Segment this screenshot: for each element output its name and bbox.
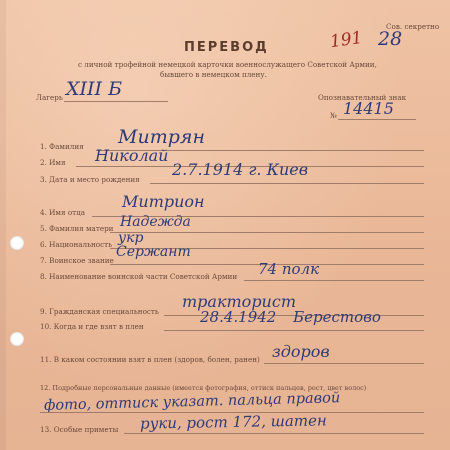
field-13-underline <box>124 433 424 434</box>
subtitle-line-2: бывшего в немецком плену. <box>160 70 267 79</box>
field-8-underline <box>244 280 424 281</box>
stamp-number-red: 191 <box>328 27 364 53</box>
camp-label: Лагерь <box>36 93 63 102</box>
field-8-value: 74 полк <box>258 260 320 278</box>
field-13-value: руки, рост 172, шатен <box>139 411 327 433</box>
subtitle-line-1: с личной трофейной немецкой карточки военнослужащего Советской Армии, <box>78 60 377 69</box>
id-mark-underline <box>338 119 416 120</box>
page-edge-shadow <box>0 0 6 450</box>
field-10-value: 28.4.1942 Берестово <box>200 308 381 326</box>
field-11-label: 11. В каком состоянии взят в плен (здоров, болен, ранен) <box>40 355 260 364</box>
field-12-label: 12. Подробные персональные данные (имеется фотография, оттиск пальцев, рост, цвет волос) <box>40 384 367 392</box>
field-6-label: 6. Национальность <box>40 240 113 249</box>
field-4-label: 4. Имя отца <box>40 208 86 217</box>
field-13-label: 13. Особые приметы <box>40 425 119 434</box>
field-3-label: 3. Дата и место рождения <box>40 175 140 184</box>
field-8-label: 8. Наименование воинской части Советской Армии <box>40 272 238 281</box>
field-12-value: фото, оттиск указат. пальца правой <box>43 390 341 414</box>
field-10-label: 10. Когда и где взят в плен <box>40 322 144 331</box>
stamp-number-blue: 28 <box>378 28 403 50</box>
field-7-value: Сержант <box>116 244 191 260</box>
camp-underline <box>64 101 168 102</box>
field-5-value: Надежда <box>120 214 191 230</box>
id-mark-prefix: № <box>330 111 337 120</box>
field-7-label: 7. Воинское звание <box>40 256 114 265</box>
field-5-label: 5. Фамилия матери <box>40 224 114 233</box>
punch-hole-lower <box>10 332 24 346</box>
id-mark-value: 14415 <box>343 99 394 118</box>
field-4-value: Митрион <box>122 192 205 211</box>
field-1-label: 1. Фамилия <box>40 142 84 151</box>
field-3-underline <box>150 183 424 184</box>
field-1-value: Митрян <box>118 126 205 148</box>
field-2-label: 2. Имя <box>40 158 66 167</box>
field-10-underline <box>164 330 424 331</box>
field-5-underline <box>110 232 424 233</box>
id-mark-label: Опознавательный знак <box>318 93 407 102</box>
camp-value: XIII Б <box>66 78 123 100</box>
field-9-value: тракторист <box>182 292 296 311</box>
classification-label: Сов. секретно <box>386 22 440 31</box>
field-3-value: 2.7.1914 г. Киев <box>172 160 309 179</box>
field-11-underline <box>264 363 424 364</box>
field-11-value: здоров <box>272 342 330 361</box>
field-6-value: укр <box>118 230 144 246</box>
document-title: ПЕРЕВОД <box>184 40 269 55</box>
field-2-value: Николай <box>95 146 169 165</box>
punch-hole-upper <box>10 236 24 250</box>
field-9-label: 9. Гражданская специальность <box>40 307 159 316</box>
